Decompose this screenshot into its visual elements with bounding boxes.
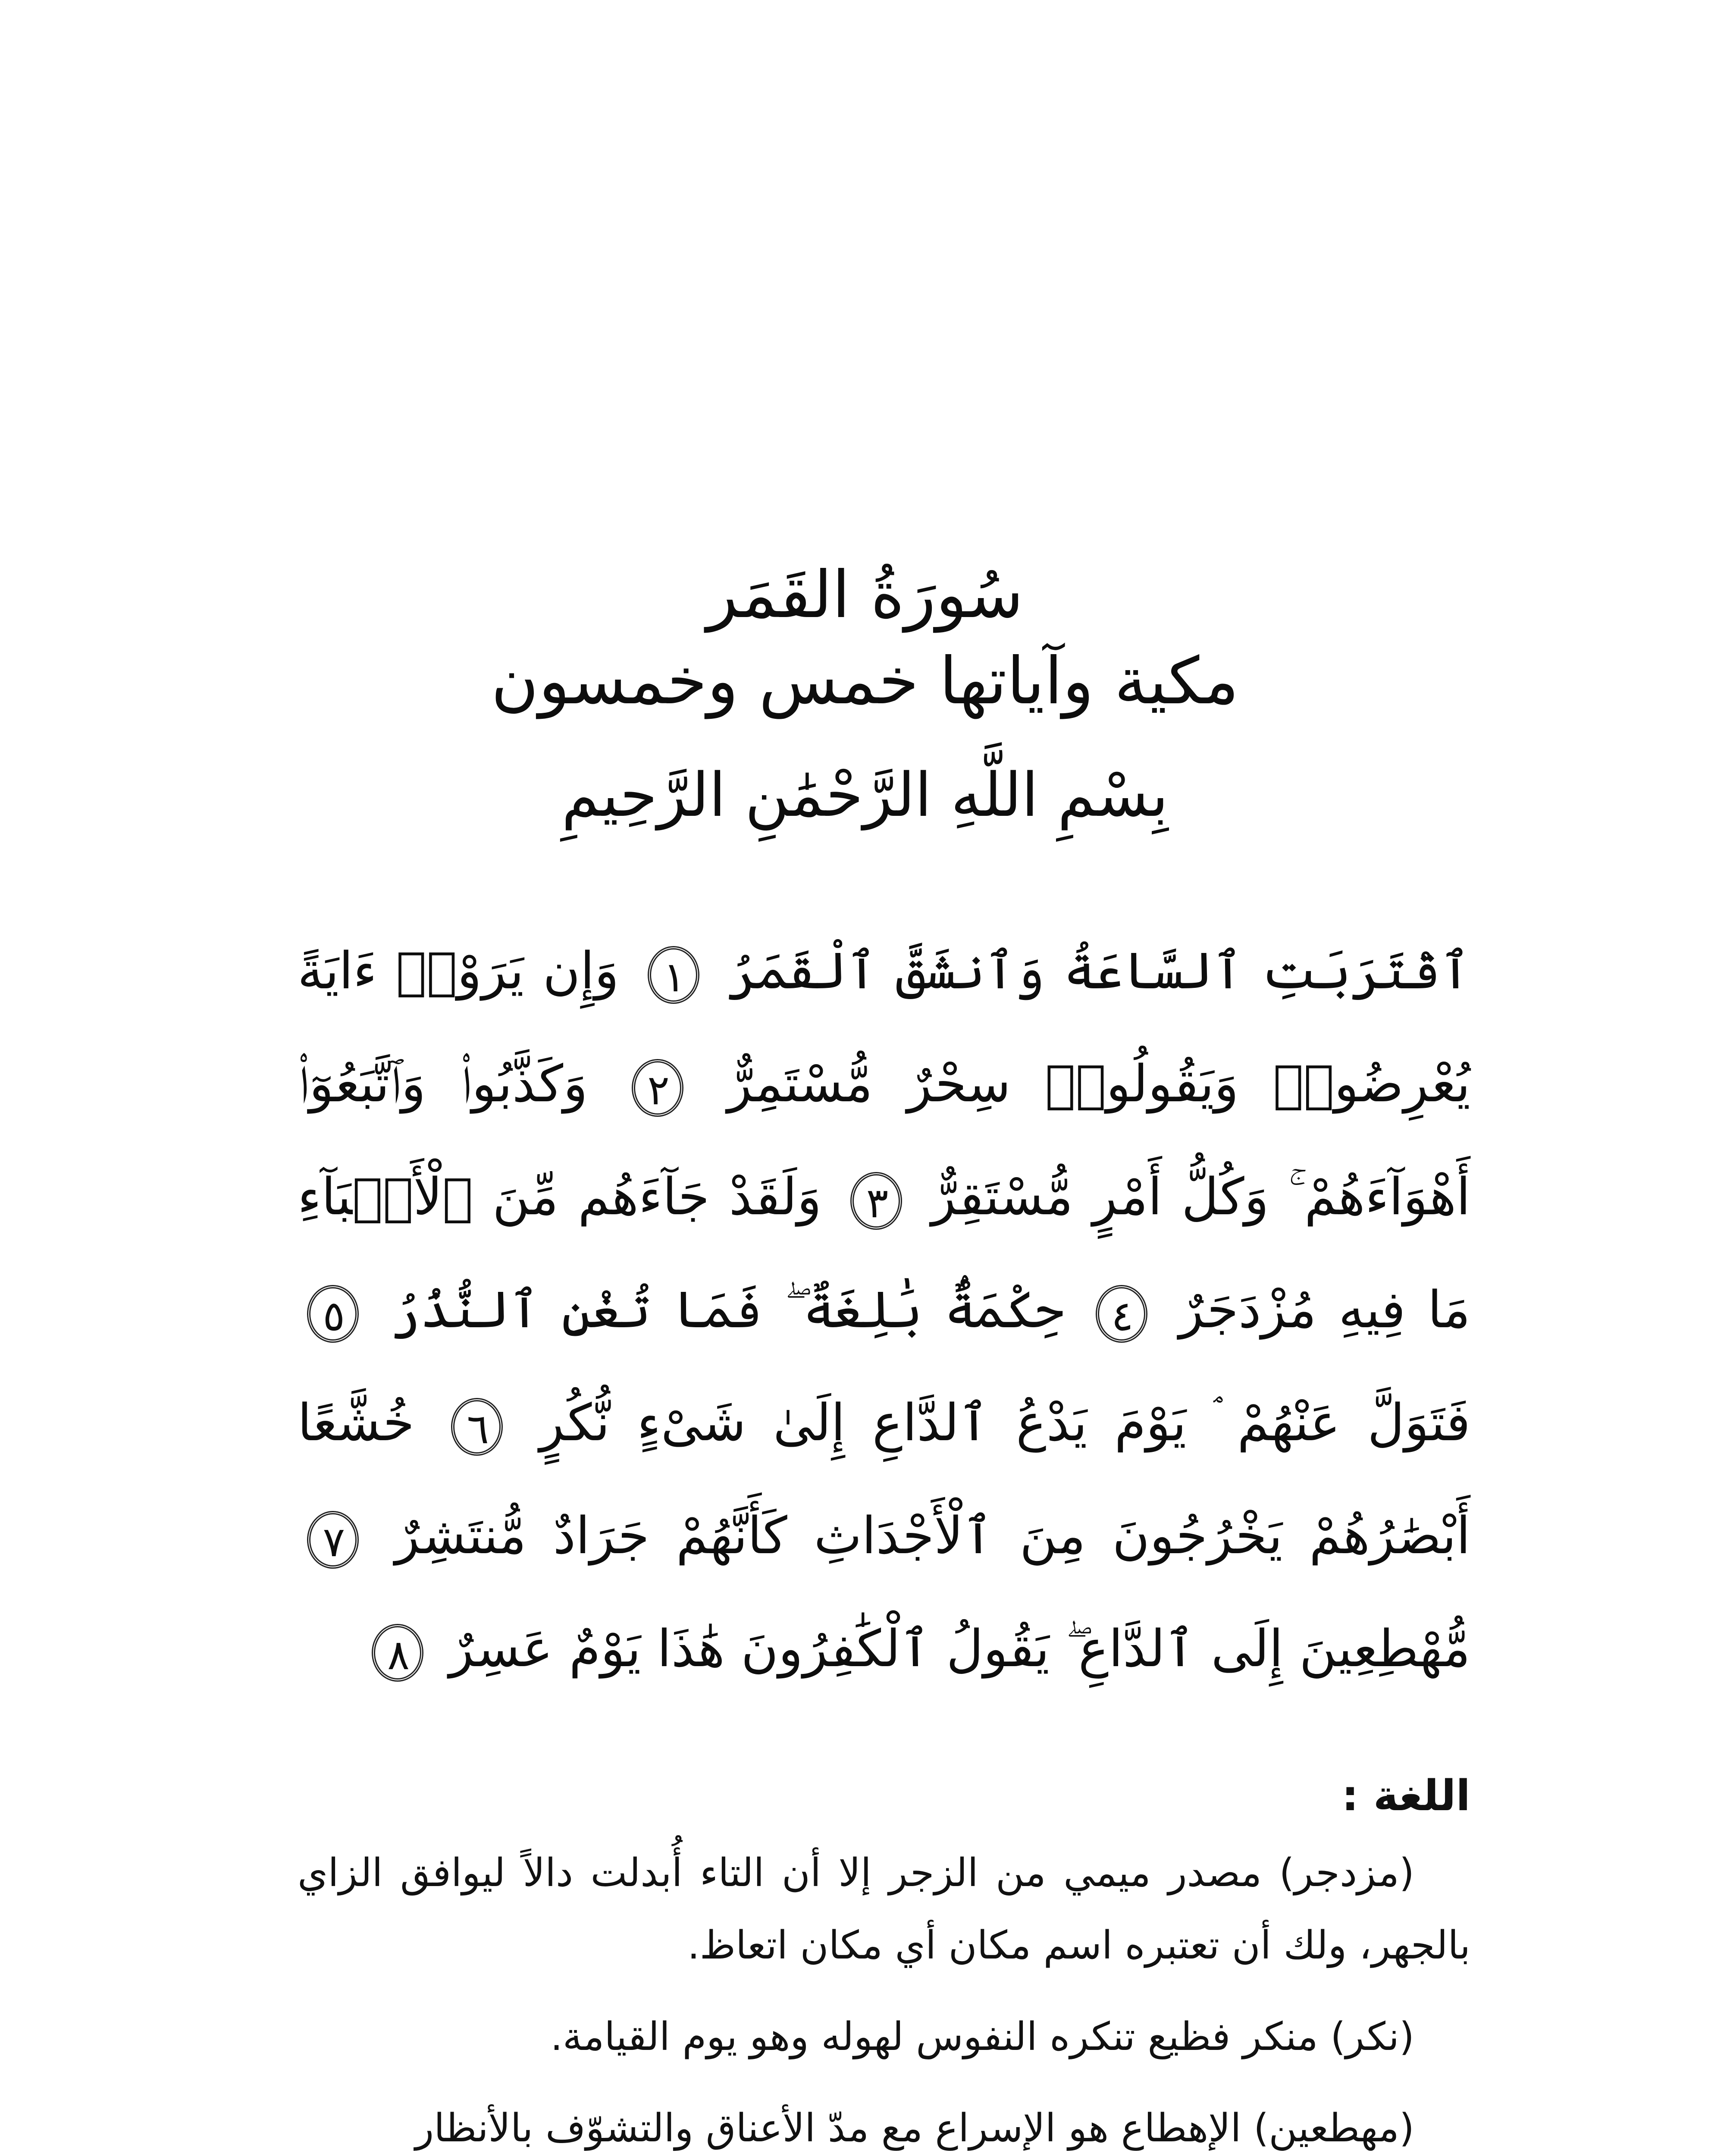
verse-number-marker: ٦ xyxy=(451,1398,503,1456)
basmala: بِسْمِ اللَّهِ الرَّحْمَٰنِ الرَّحِيمِ xyxy=(561,760,1169,830)
verse-text: وَإِن يَرَوْا۟ ءَايَةً يُعْرِضُوا۟ وَيَقُولُوا۟ سِحْرٌ مُّسْتَمِرٌّ xyxy=(298,941,1470,1113)
note-paragraph: (مزدجر) مصدر ميمي من الزجر إلا أن التاء أُبدلت دالاً ليوافق الزاي بالجهر، ولك أن تعتبره اسم مكان أي مكان اتعاظ. xyxy=(298,1850,1470,1968)
verse-number-marker: ١ xyxy=(648,946,699,1004)
verse-number-marker: ٣ xyxy=(850,1172,902,1230)
quran-text-block xyxy=(298,914,1470,1705)
note-paragraph: (نكر) منكر فظيع تنكره النفوس لهوله وهو يوم القيامة. xyxy=(550,2014,1414,2059)
verse-number-marker: ٤ xyxy=(1096,1285,1147,1343)
verse-number-marker: ٧ xyxy=(307,1511,359,1569)
verse-text: وَلَقَدْ جَآءَهُم مِّنَ ٱلْأَنۢبَآءِ مَا فِيهِ مُزْدَجَرٌ xyxy=(298,1167,1470,1339)
verse-text: وَكَذَّبُوا۟ وَٱتَّبَعُوٓا۟ أَهْوَآءَهُمْ ۚ وَكُلُّ أَمْرٍ مُّسْتَقِرٌّ xyxy=(298,1054,1471,1226)
note-paragraph: (مهطعين) الإهطاع هو الإسراع مع مدّ الأعناق والتشوّف بالأنظار xyxy=(415,2106,1414,2151)
vocabulary-notes xyxy=(298,1764,1470,2156)
verse-text: ٱقْتَرَبَتِ ٱلسَّاعَةُ وَٱنشَقَّ ٱلْقَمَرُ xyxy=(727,941,1470,1000)
verse-number-marker: ٥ xyxy=(307,1285,359,1343)
verse-number-marker: ٢ xyxy=(632,1059,683,1117)
surah-title: سُورَةُ القَمَر xyxy=(706,558,1024,633)
verse-text: فَتَوَلَّ عَنْهُمْ ۘ يَوْمَ يَدْعُ ٱلدَّاعِ إِلَىٰ شَىْءٍ نُّكُرٍ xyxy=(539,1393,1470,1452)
verse-text: مُّهْطِعِينَ إِلَى ٱلدَّاعِ ۖ يَقُولُ ٱلْكَٰفِرُونَ هَٰذَا يَوْمٌ عَسِرٌ xyxy=(449,1619,1470,1678)
verse-text: خُشَّعًا أَبْصَٰرُهُمْ يَخْرُجُونَ مِنَ ٱلْأَجْدَاثِ كَأَنَّهُمْ جَرَادٌ مُّنتَشِرٌ xyxy=(298,1393,1470,1565)
surah-info: مكية وآياتها خمس وخمسون xyxy=(491,644,1239,719)
verse-number-marker: ٨ xyxy=(372,1624,423,1682)
verse-text: حِكْمَةٌۢ بَٰلِغَةٌ ۖ فَمَا تُغْنِ ٱلنُّذُرُ xyxy=(390,1280,1064,1339)
notes-heading: اللغة : xyxy=(1341,1771,1470,1821)
